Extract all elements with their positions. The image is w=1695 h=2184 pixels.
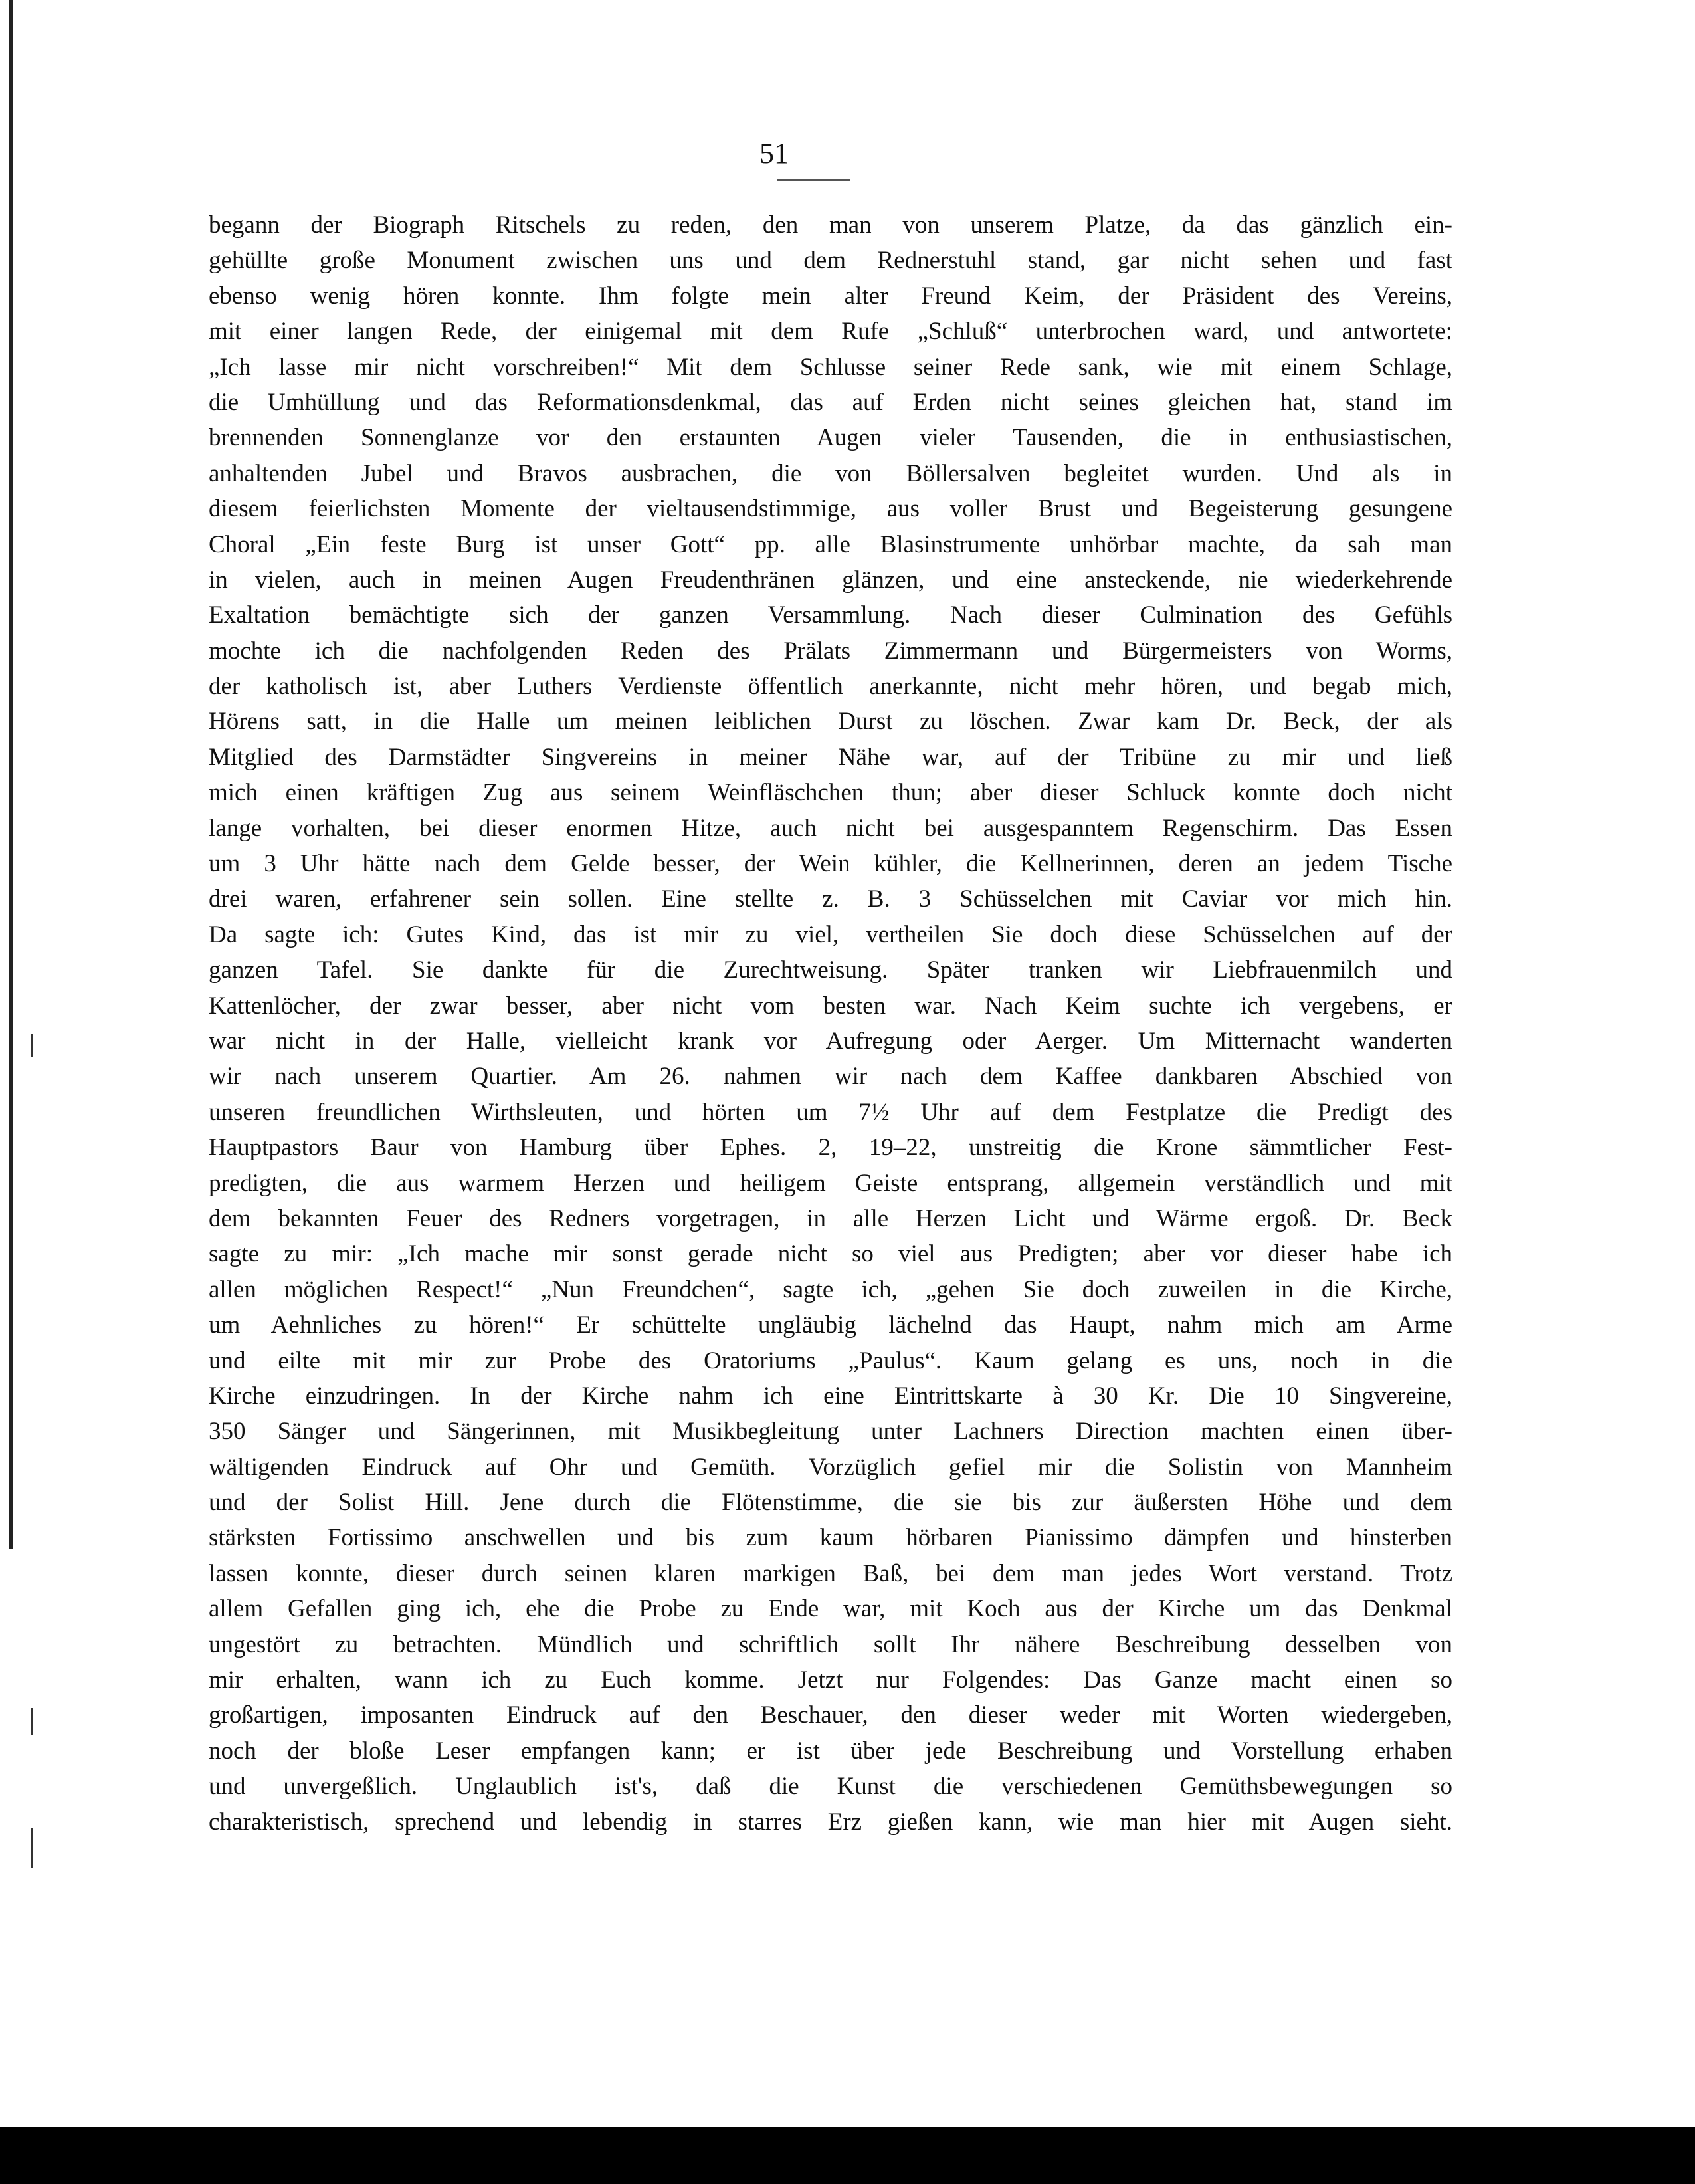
text-line: diesem feierlichsten Momente der vieltausendstimmige, aus voller Brust und Begeisterung gesungene bbox=[209, 495, 1452, 523]
text-line: anhaltenden Jubel und Bravos ausbrachen, die von Böllersalven begleitet wurden. Und als in bbox=[209, 459, 1452, 487]
text-line: und der Solist Hill. Jene durch die Flötenstimme, die sie bis zur äußersten Höhe und dem bbox=[209, 1489, 1452, 1517]
text-line: ganzen Tafel. Sie dankte für die Zurechtweisung. Später tranken wir Liebfrauenmilch und bbox=[209, 956, 1452, 984]
text-line: ungestört zu betrachten. Mündlich und schriftlich sollt Ihr nähere Beschreibung desselben von bbox=[209, 1630, 1452, 1658]
text-line: um 3 Uhr hätte nach dem Gelde besser, der Wein kühler, die Kellnerinnen, deren an jedem Tische bbox=[209, 850, 1452, 878]
scan-mark bbox=[31, 1708, 33, 1735]
text-line: der katholisch ist, aber Luthers Verdienste öffentlich anerkannte, nicht mehr hören, und begab mich, bbox=[209, 673, 1452, 701]
text-line: stärksten Fortissimo anschwellen und bis zum kaum hörbaren Pianissimo dämpfen und hinsterben bbox=[209, 1524, 1452, 1552]
text-line: lange vorhalten, bei dieser enormen Hitze, auch nicht bei ausgespanntem Regenschirm. Das Essen bbox=[209, 814, 1452, 842]
text-line: war nicht in der Halle, vielleicht krank vor Aufregung oder Aerger. Um Mitternacht wanderten bbox=[209, 1027, 1452, 1055]
text-line: Hauptpastors Baur von Hamburg über Ephes. 2, 19–22, unstreitig die Krone sämmtlicher Fest- bbox=[209, 1134, 1452, 1162]
text-line: mir erhalten, wann ich zu Euch komme. Jetzt nur Folgendes: Das Ganze macht einen so bbox=[209, 1666, 1452, 1694]
text-line: Hörens satt, in die Halle um meinen leiblichen Durst zu löschen. Zwar kam Dr. Beck, der als bbox=[209, 708, 1452, 736]
text-line: charakteristisch, sprechend und lebendig in starres Erz gießen kann, wie man hier mit Augen sieht. bbox=[209, 1808, 1452, 1836]
text-line: und unvergeßlich. Unglaublich ist's, daß die Kunst die verschiedenen Gemüthsbewegungen so bbox=[209, 1773, 1452, 1801]
text-line: noch der bloße Leser empfangen kann; er ist über jede Beschreibung und Vorstellung erhaben bbox=[209, 1737, 1452, 1765]
text-line: allem Gefallen ging ich, ehe die Probe zu Ende war, mit Koch aus der Kirche um das Denkmal bbox=[209, 1595, 1452, 1623]
text-line: lassen konnte, dieser durch seinen klaren markigen Baß, bei dem man jedes Wort verstand. Trotz bbox=[209, 1559, 1452, 1587]
text-line: brennenden Sonnenglanze vor den erstaunten Augen vieler Tausenden, die in enthusiastischen, bbox=[209, 424, 1452, 452]
text-line: mochte ich die nachfolgenden Reden des Prälats Zimmermann und Bürgermeisters von Worms, bbox=[209, 637, 1452, 665]
text-line: „Ich lasse mir nicht vorschreiben!“ Mit dem Schlusse seiner Rede sank, wie mit einem Schlage, bbox=[209, 353, 1452, 381]
text-line: großartigen, imposanten Eindruck auf den Beschauer, den dieser weder mit Worten wiedergeben, bbox=[209, 1701, 1452, 1729]
text-line: 350 Sänger und Sängerinnen, mit Musikbegleitung unter Lachners Direction machten einen über- bbox=[209, 1418, 1452, 1446]
text-line: dem bekannten Feuer des Redners vorgetragen, in alle Herzen Licht und Wärme ergoß. Dr. Beck bbox=[209, 1204, 1452, 1232]
text-line: begann der Biograph Ritschels zu reden, den man von unserem Platze, da das gänzlich ein- bbox=[209, 211, 1452, 239]
text-line: mich einen kräftigen Zug aus seinem Weinfläschchen thun; aber dieser Schluck konnte doch nicht bbox=[209, 779, 1452, 807]
scan-mark bbox=[31, 1034, 33, 1057]
body-text bbox=[209, 207, 1452, 1840]
text-line: in vielen, auch in meinen Augen Freudenthränen glänzen, und eine ansteckende, nie wiederkehrende bbox=[209, 566, 1452, 594]
text-line: Choral „Ein feste Burg ist unser Gott“ pp. alle Blasinstrumente unhörbar machte, da sah man bbox=[209, 530, 1452, 558]
text-line: Exaltation bemächtigte sich der ganzen Versammlung. Nach dieser Culmination des Gefühls bbox=[209, 601, 1452, 629]
text-line: Kirche einzudringen. In der Kirche nahm ich eine Eintrittskarte à 30 Kr. Die 10 Singvereine, bbox=[209, 1382, 1452, 1410]
text-line: Da sagte ich: Gutes Kind, das ist mir zu viel, vertheilen Sie doch diese Schüsselchen auf der bbox=[209, 921, 1452, 948]
text-line: wir nach unserem Quartier. Am 26. nahmen wir nach dem Kaffee dankbaren Abschied von bbox=[209, 1063, 1452, 1091]
text-line: um Aehnliches zu hören!“ Er schüttelte ungläubig lächelnd das Haupt, nahm mich am Arme bbox=[209, 1311, 1452, 1339]
page-number-rule bbox=[777, 179, 850, 181]
scan-mark bbox=[31, 1828, 33, 1868]
scan-border-left bbox=[9, 0, 13, 1549]
text-line: mit einer langen Rede, der einigemal mit dem Rufe „Schluß“ unterbrochen ward, und antwortete: bbox=[209, 318, 1452, 346]
text-line: predigten, die aus warmem Herzen und heiligem Geiste entsprang, allgemein verständlich und mit bbox=[209, 1169, 1452, 1197]
text-line: wältigenden Eindruck auf Ohr und Gemüth. Vorzüglich gefiel mir die Solistin von Mannheim bbox=[209, 1453, 1452, 1481]
scan-border-bottom bbox=[0, 2127, 1695, 2184]
text-line: drei waren, erfahrener sein sollen. Eine stellte z. B. 3 Schüsselchen mit Caviar vor mich hin. bbox=[209, 885, 1452, 913]
text-line: ebenso wenig hören konnte. Ihm folgte mein alter Freund Keim, der Präsident des Vereins, bbox=[209, 282, 1452, 310]
text-line: und eilte mit mir zur Probe des Oratoriums „Paulus“. Kaum gelang es uns, noch in die bbox=[209, 1347, 1452, 1374]
text-line: allen möglichen Respect!“ „Nun Freundchen“, sagte ich, „gehen Sie doch zuweilen in die Kirche, bbox=[209, 1275, 1452, 1303]
page-number: 51 bbox=[759, 137, 789, 169]
text-line: unseren freundlichen Wirthsleuten, und hörten um 7½ Uhr auf dem Festplatze die Predigt des bbox=[209, 1098, 1452, 1126]
text-line: Mitglied des Darmstädter Singvereins in meiner Nähe war, auf der Tribüne zu mir und ließ bbox=[209, 743, 1452, 771]
text-line: gehüllte große Monument zwischen uns und dem Rednerstuhl stand, gar nicht sehen und fast bbox=[209, 247, 1452, 274]
text-line: sagte zu mir: „Ich mache mir sonst gerade nicht so viel aus Predigten; aber vor dieser habe ich bbox=[209, 1240, 1452, 1268]
text-line: Kattenlöcher, der zwar besser, aber nicht vom besten war. Nach Keim suchte ich vergebens, er bbox=[209, 992, 1452, 1020]
text-line: die Umhüllung und das Reformationsdenkmal, das auf Erden nicht seines gleichen hat, stand im bbox=[209, 388, 1452, 416]
